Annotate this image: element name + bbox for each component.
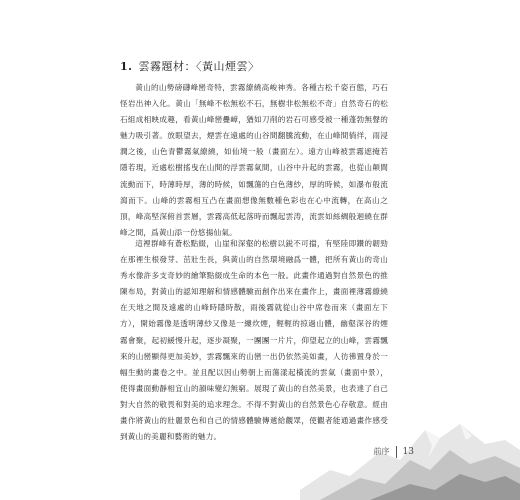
paragraph: 黃山的山勢磅礴峰巒奇特，雲霧繚繞高峻神秀。各種古松千姿百態，巧石怪岩出神入化。黃山「無峰不松無松不石，無樹非松無松不奇」自然奇石的松石組成相映成趣，看黃山峰巒疊嶂，猶如刀削的岩石可感受被一種蓬勃無聲的魅力吸引著。放眼望去，煙雲在遠處的山谷間翻騰流動，在山峰間徜徉，雨浸潤之後，山色青鬱霧氣繚繞，如仙境一般（畫面左）。遠方山峰被雲霧遮掩若隱若現，近處松樹搖曳在山間的浮雲霧氣間，山谷中升起的雲霧，也從山顛間流動而下，時薄時厚，薄的時候，如飄蕩的白色薄紗，厚的時候，如瀑布般流瀉而下。山峰的雲霧相互凸在畫面想像無數種色彩也在心中流轉，在高山之頂，峰高堅深俯首雲層，雲霧高低起落時而飄起雲涛，流雲如絲綢般迴繞在群峰之間，爲黃山添一份悠揚仙氣。	[120, 83, 388, 237]
page-footer	[374, 446, 414, 458]
section-title: 雲霧題材：〈黃山煙雲〉	[138, 60, 260, 73]
paragraph-block-1	[120, 80, 388, 241]
running-footer-label: 前序	[373, 447, 390, 456]
page-number: 13	[402, 447, 414, 457]
section-number: 1.	[120, 60, 133, 73]
section-heading	[120, 58, 259, 74]
footer-divider	[396, 446, 397, 458]
paragraph: 這裡群峰有蒼松點綴，山崖和深壑的松樹以鋭不可擋，有堅陸即鑽的韌勁在那裡生根發芽、茁壯生長，與黃山的自然環境融爲一體，把所有黃山的奇山秀水像許多支奇妙的繪筆點綴成生命的本色一般。此畫作通過對自然景色的推陳布局，對黃山的認知理解和情感體驗而創作出來在畫作上，畫面裡薄霧繚繞在天地之間及遠處的山峰時隱時散，雨後霧就從山谷中席卷而來（畫面左下方），開始霧像是透明薄紗又像是一縷炊煙，輕輕的掠過山體，幽壑深谷的煙霧會聚，起初緩慢升起，逐步凝聚，一團團一片片，仰望起立的山峰，雲霧飄來的山巒顯得更加美妙，雲霧飄來的山巒一出仍依然美如畫，人彷彿置身於一幅生動的畫卷之中。並且配以因山勢朝上而蕩漾起橫流的雲氣（畫面中景），使得畫面動靜相宜山的韻味變幻無窮。展現了黃山的自然美景，也表達了自己對大自然的敬畏和對美的追求理念。不得不對黃山的自然景色心存敬意。經由畫作將黃山的壯麗景色和自己的情感體驗傳遞給觀眾，使觀者能通過畫作感受到黃山的美麗和藝術的魅力。	[120, 239, 388, 442]
